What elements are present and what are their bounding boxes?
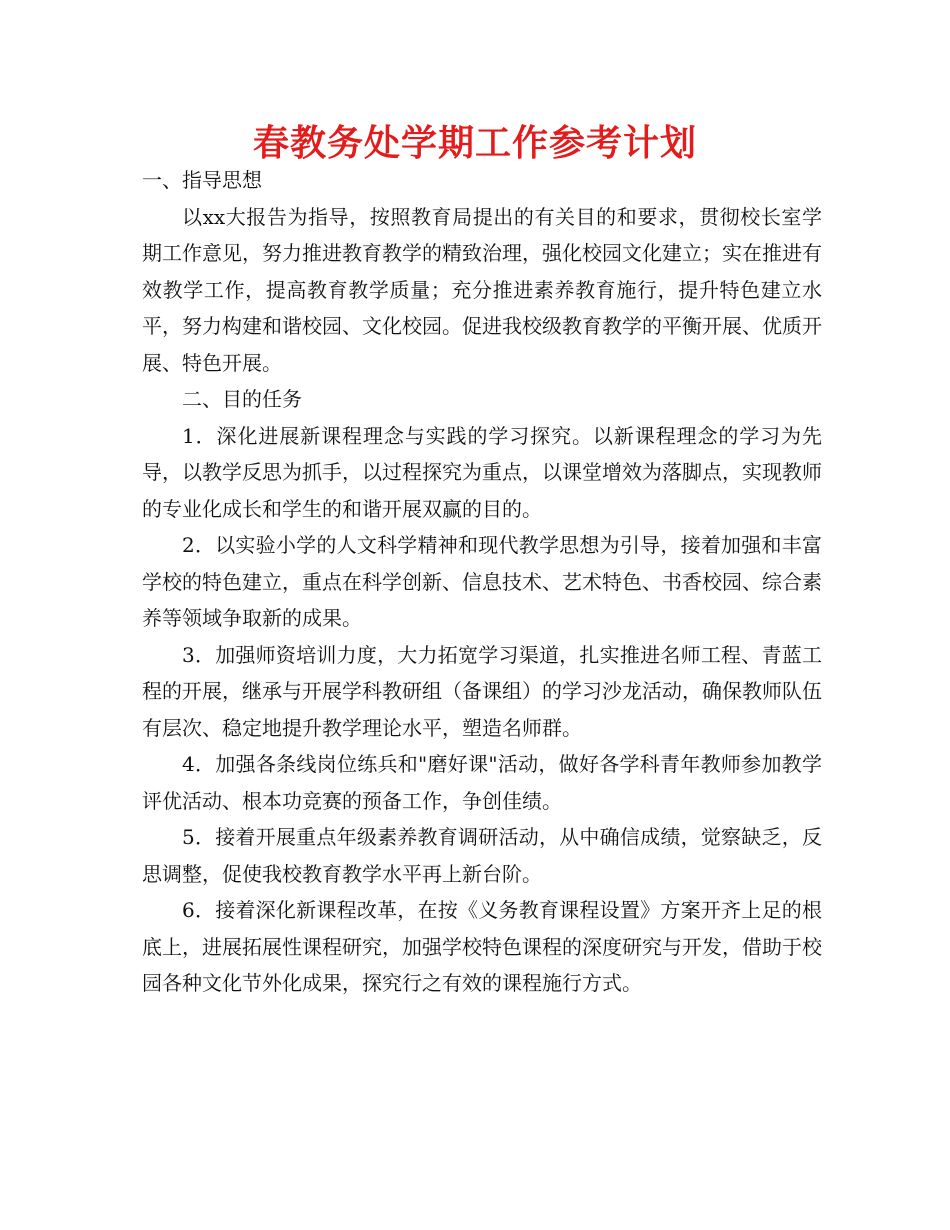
paragraph-task-2: 2．以实验小学的人文科学精神和现代教学思想为引导，接着加强和丰富学校的特色建立，重点在科学创新、信息技术、艺术特色、书香校园、综合素养等领域争取新的成果。 (142, 533, 822, 630)
paragraph-task-1: 1．深化进展新课程理念与实践的学习探究。以新课程理念的学习为先导，以教学反思为抓手，以过程探究为重点，以课堂增效为落脚点，实现教师的专业化成长和学生的和谐开展双赢的目的。 (142, 423, 822, 521)
paragraph-guiding-ideology: 以xx大报告为指导，按照教育局提出的有关目的和要求，贯彻校长室学期工作意见，努力推进教育教学的精致治理，强化校园文化建立；实在推进有效教学工作，提高教育教学质量；充分推进素养教育施行，提升特色建立水平，努力构建和谐校园、文化校园。促进我校级教育教学的平衡开展、优质开展、特色开展。 (142, 204, 822, 375)
paragraph-task-4: 4．加强各条线岗位练兵和"磨好课"活动，做好各学科青年教师参加教学评优活动、根本功竞赛的预备工作，争创佳绩。 (142, 752, 822, 813)
paragraph-task-6: 6．接着深化新课程改革，在按《义务教育课程设置》方案开齐上足的根底上，进展拓展性课程研究，加强学校特色课程的深度研究与开发，借助于校园各种文化节外化成果，探究行之有效的课程施行方式。 (142, 898, 822, 995)
section-heading-guiding-ideology: 一、指导思想 (142, 168, 262, 192)
section-heading-goals-tasks: 二、目的任务 (182, 387, 302, 411)
document-body (142, 162, 822, 1002)
paragraph-task-5: 5．接着开展重点年级素养教育调研活动，从中确信成绩，觉察缺乏，反思调整，促使我校教育教学水平再上新台阶。 (142, 825, 822, 886)
document-title: 春教务处学期工作参考计划 (252, 123, 697, 164)
paragraph-task-3: 3．加强师资培训力度，大力拓宽学习渠道，扎实推进名师工程、青蓝工程的开展，继承与开展学科教研组（备课组）的学习沙龙活动，确保教师队伍有层次、稳定地提升教学理论水平，塑造名师群。 (142, 642, 822, 740)
